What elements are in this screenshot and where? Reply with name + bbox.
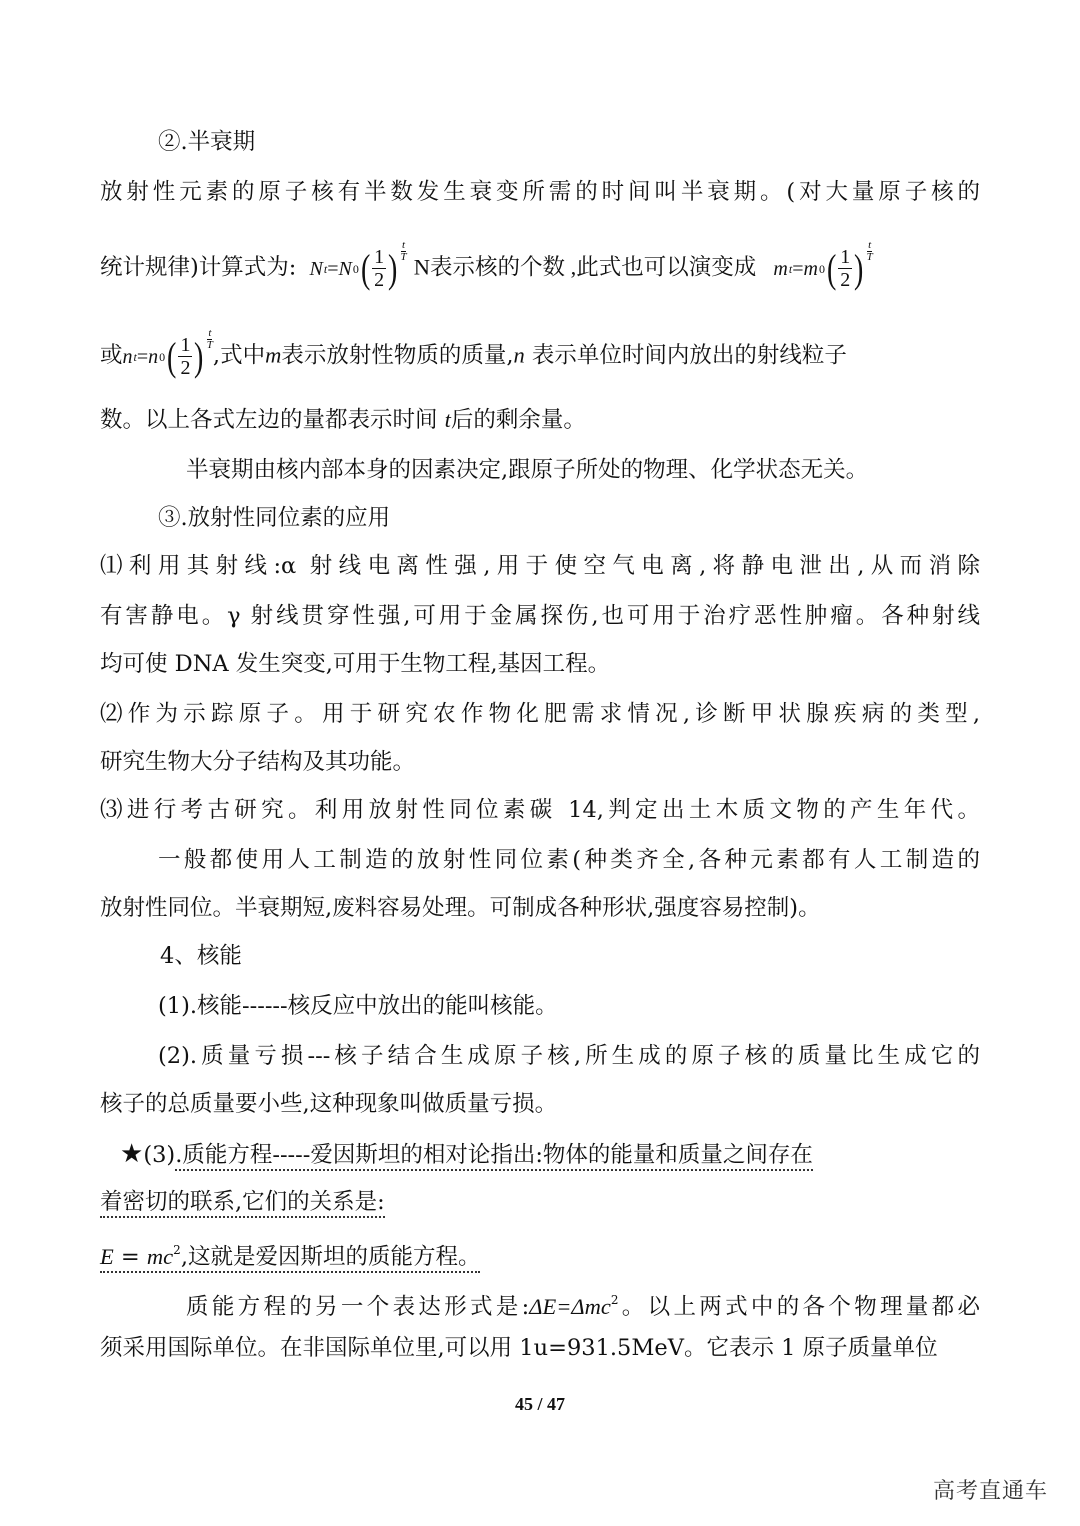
expo-num: t <box>208 327 212 339</box>
formula-delta-e: ΔE=Δmc <box>529 1294 611 1319</box>
para1-line3-c: 表示放射性物质的质量, <box>281 342 514 369</box>
star-icon: ★ <box>120 1139 144 1169</box>
app1-line3: 均可使 DNA 发生突变,可用于生物工程,基因工程。 <box>100 651 611 677</box>
para1-line4-a: 数。以上各式左边的量都表示时间 <box>100 407 445 433</box>
formula-sub: t <box>133 349 137 364</box>
formula-exponent <box>400 240 406 263</box>
ne3-line1 <box>120 1138 980 1171</box>
ne1: (1).核能------核反应中放出的能叫核能。 <box>158 993 558 1019</box>
para1-line4 <box>100 404 980 436</box>
heading-application: ③.放射性同位素的应用 <box>158 505 391 531</box>
formula-paren: ( <box>360 245 371 291</box>
formula-eq: = <box>113 1244 147 1270</box>
formula-nt <box>309 239 407 291</box>
formula-var: n <box>122 345 133 368</box>
app3-line1: ⑶进行考古研究。利用放射性同位素碳 14,判定出土木质文物的产生年代。 <box>100 797 980 823</box>
frac-num: 1 <box>374 246 385 268</box>
ne2-line2: 核子的总质量要小些,这种现象叫做质量亏损。 <box>100 1091 558 1117</box>
ne4-line1-b: 。以上两式中的各个物理量都必 <box>618 1294 980 1320</box>
app1-line1: ⑴利用其射线:α 射线电离性强,用于使空气电离,将静电泄出,从而消除 <box>100 553 980 579</box>
page-number: 45 / 47 <box>514 1394 565 1414</box>
expo-den: T <box>400 251 407 263</box>
app2-line1: ⑵作为示踪原子。用于研究农作物化肥需求情况,诊断甲状腺疾病的类型, <box>100 701 980 727</box>
frac-den: 2 <box>840 269 851 291</box>
ne2-line1: (2).质量亏损---核子结合生成原子核,所生成的原子核的质量比生成它的 <box>158 1043 980 1069</box>
var-m: m <box>265 342 282 368</box>
formula-paren: ) <box>854 245 864 291</box>
formula-var: N <box>338 257 352 280</box>
app4-line1: 一般都使用人工制造的放射性同位素(种类齐全,各种元素都有人工制造的 <box>158 847 980 873</box>
formula-exponent <box>867 240 873 263</box>
ne3-formula-line <box>100 1244 480 1273</box>
formula-exp: 2 <box>610 1293 619 1307</box>
frac-num: 1 <box>840 246 851 268</box>
formula-mc: mc <box>146 1244 174 1269</box>
ne4-line1 <box>186 1284 980 1323</box>
formula-var: n <box>148 345 159 368</box>
formula-fraction <box>178 334 192 379</box>
formula-paren: ( <box>826 245 837 291</box>
ne3-line2-text: 着密切的联系,它们的关系是: <box>100 1189 385 1218</box>
frac-den: 2 <box>180 357 191 379</box>
para2: 半衰期由核内部本身的因素决定,跟原子所处的物理、化学状态无关。 <box>186 457 869 483</box>
para1-line3-a: 或 <box>100 342 123 369</box>
app1-line2: 有害静电。γ 射线贯穿性强,可用于金属探伤,也可用于治疗恶性肿瘤。各种射线 <box>100 603 980 629</box>
frac-den: 2 <box>374 269 385 291</box>
formula-paren: ) <box>388 245 398 291</box>
para1-line2 <box>100 239 980 291</box>
watermark: 高考直通车 <box>932 1479 1048 1504</box>
expo-den: T <box>866 251 873 263</box>
formula-nt-rate <box>122 327 213 379</box>
formula-e: E <box>100 1244 114 1269</box>
para1-line3-d: 表示单位时间内放出的射线粒子 <box>524 342 847 369</box>
para1-line2-a: 统计规律)计算式为: <box>100 254 297 281</box>
para1-line3-b: ,式中 <box>212 342 266 369</box>
formula-paren: ) <box>194 333 204 379</box>
heading-nuclear-energy: 4、核能 <box>160 943 242 969</box>
ne3-line3 <box>100 1234 980 1273</box>
formula-sub: t <box>788 261 793 276</box>
ne4-line2: 须采用国际单位。在非国际单位里,可以用 1u=931.5MeV。它表示 1 原子质量单位 <box>100 1335 938 1361</box>
formula-eq: = <box>792 257 804 280</box>
heading-half-life: ②.半衰期 <box>158 129 256 155</box>
formula-var: m <box>773 257 788 280</box>
formula-eq: = <box>327 257 339 280</box>
app2-line2: 研究生物大分子结构及其功能。 <box>100 749 416 775</box>
ne3-line2 <box>100 1186 980 1218</box>
ne3-num: (3) <box>143 1142 176 1168</box>
formula-sub: t <box>323 261 328 276</box>
formula-mt <box>773 239 873 291</box>
formula-var: m <box>803 257 818 280</box>
para1-line1: 放射性元素的原子核有半数发生衰变所需的时间叫半衰期。(对大量原子核的 <box>100 179 980 205</box>
para1-line3 <box>100 327 980 379</box>
var-n: n <box>513 342 525 368</box>
formula-eq: = <box>136 345 149 368</box>
frac-num: 1 <box>180 334 191 356</box>
app4-line2: 放射性同位。半衰期短,废料容易处理。可制成各种形状,强度容易控制)。 <box>100 895 821 921</box>
formula-sub: 0 <box>818 261 825 276</box>
para1-line4-b: 后的剩余量。 <box>450 407 586 433</box>
ne3-line1-text: .质能方程-----爱因斯坦的相对论指出:物体的能量和质量之间存在 <box>175 1142 813 1171</box>
para1-line2-b: N表示核的个数 ,此式也可以演变成 <box>413 254 757 280</box>
formula-sub: 0 <box>159 349 166 364</box>
formula-paren: ( <box>167 333 177 379</box>
formula-exp: 2 <box>173 1243 181 1257</box>
formula-var: N <box>309 257 323 280</box>
ne3-line3-rest: ,这就是爱因斯坦的质能方程。 <box>180 1244 481 1270</box>
expo-num: t <box>402 239 406 251</box>
expo-den: T <box>206 339 213 351</box>
formula-fraction <box>372 246 386 291</box>
var-t: t <box>444 407 451 432</box>
ne4-line1-a: 质能方程的另一个表达形式是: <box>186 1294 530 1320</box>
expo-num: t <box>868 239 872 251</box>
formula-fraction <box>838 246 852 291</box>
formula-sub: 0 <box>352 261 359 276</box>
